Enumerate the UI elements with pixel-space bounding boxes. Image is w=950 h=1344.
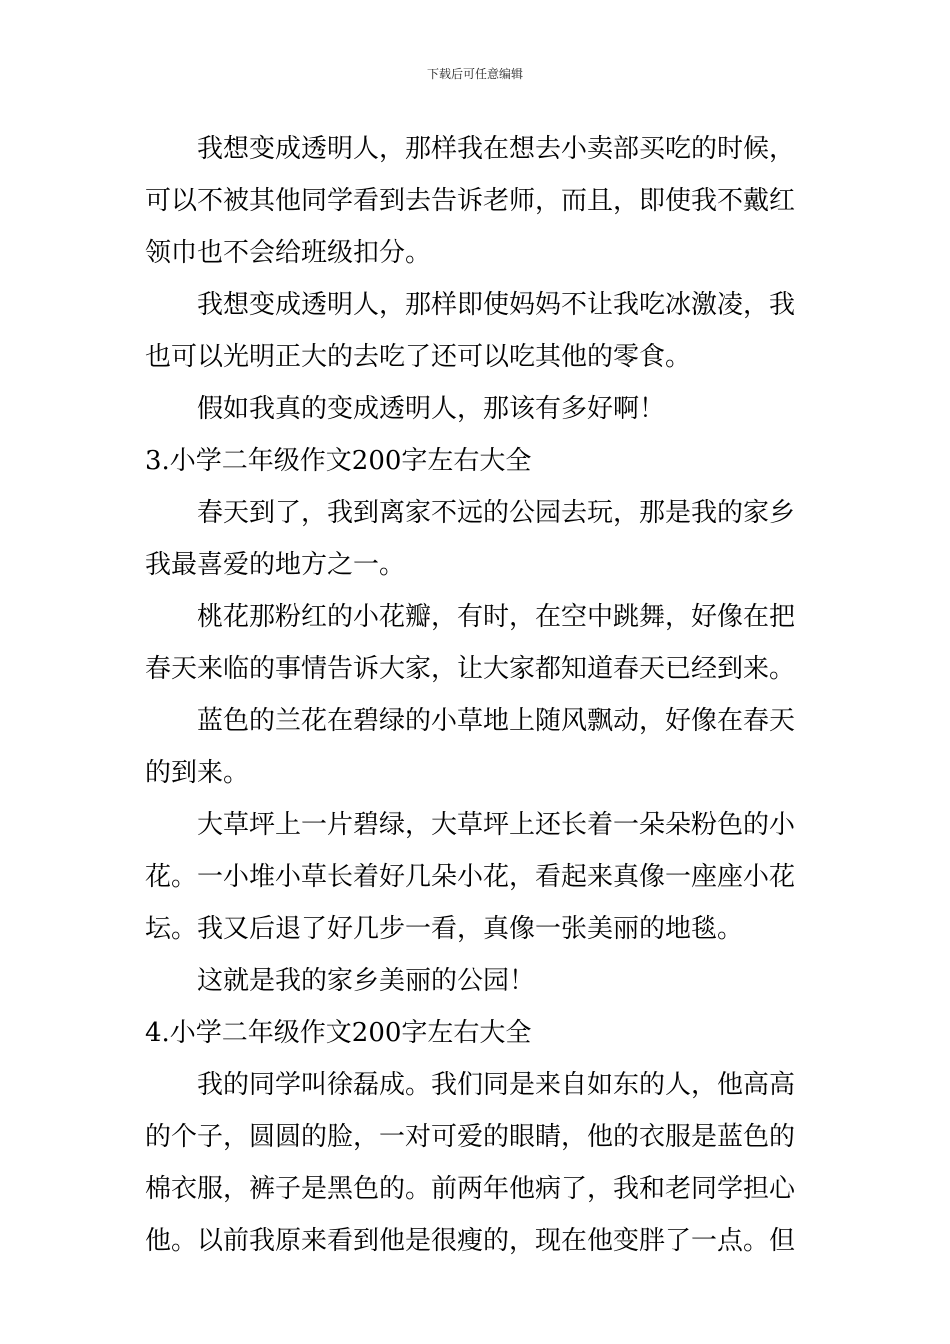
text-line: 也可以光明正大的去吃了还可以吃其他的零食。 <box>145 342 692 372</box>
text-line: 春天到了，我到离家不远的公园去玩，那是我的家乡 <box>197 498 796 528</box>
text-line: 棉衣服，裤子是黑色的。前两年他病了，我和老同学担心 <box>145 1174 796 1204</box>
text-line: 花。一小堆小草长着好几朵小花，看起来真像一座座小花 <box>145 862 796 892</box>
section-heading: 3.小学二年级作文200字左右大全 <box>145 446 532 476</box>
text-line: 这就是我的家乡美丽的公园！ <box>197 966 536 996</box>
text-line: 领巾也不会给班级扣分。 <box>145 238 432 268</box>
section-heading: 4.小学二年级作文200字左右大全 <box>145 1018 532 1048</box>
text-line: 他。以前我原来看到他是很瘦的，现在他变胖了一点。但 <box>145 1226 796 1256</box>
text-line: 我最喜爱的地方之一。 <box>145 550 406 580</box>
text-line: 可以不被其他同学看到去告诉老师，而且，即使我不戴红 <box>145 186 796 216</box>
page-header: 下载后可任意编辑 <box>426 67 523 81</box>
text-line: 大草坪上一片碧绿，大草坪上还长着一朵朵粉色的小 <box>197 810 796 840</box>
text-line: 我想变成透明人，那样即使妈妈不让我吃冰激凌，我 <box>197 290 796 320</box>
text-line: 假如我真的变成透明人，那该有多好啊！ <box>197 394 666 424</box>
text-line: 我想变成透明人，那样我在想去小卖部买吃的时候， <box>197 134 796 164</box>
text-line: 的到来。 <box>145 758 250 788</box>
text-line: 的个子，圆圆的脸，一对可爱的眼睛，他的衣服是蓝色的 <box>145 1122 796 1152</box>
text-line: 蓝色的兰花在碧绿的小草地上随风飘动，好像在春天 <box>197 706 796 736</box>
text-line: 坛。我又后退了好几步一看，真像一张美丽的地毯。 <box>145 914 744 944</box>
text-line: 春天来临的事情告诉大家，让大家都知道春天已经到来。 <box>145 654 796 684</box>
document-body <box>145 127 810 1271</box>
text-line: 桃花那粉红的小花瓣，有时，在空中跳舞，好像在把 <box>197 602 796 632</box>
text-line: 我的同学叫徐磊成。我们同是来自如东的人，他高高 <box>197 1070 796 1100</box>
